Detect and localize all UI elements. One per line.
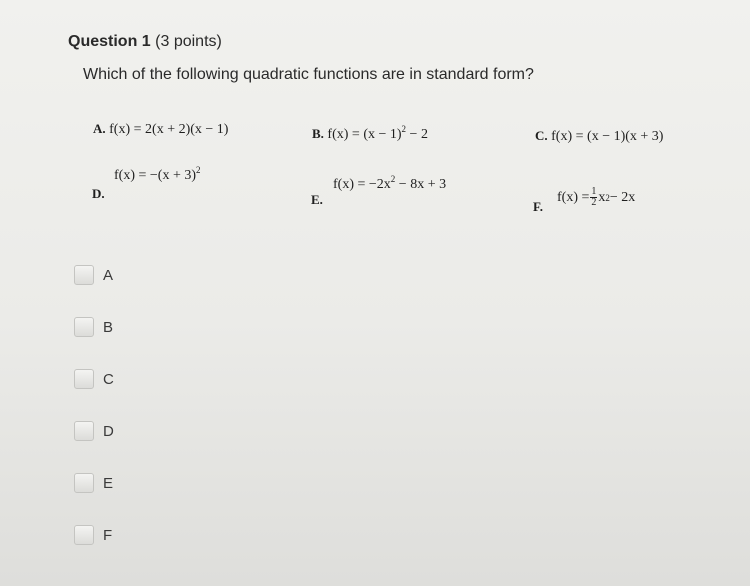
option-expression: −(x + 3) [149, 168, 197, 183]
option-expression: x [598, 189, 606, 205]
choice-label: F [103, 526, 113, 544]
option-letter: B. [312, 126, 324, 141]
option-letter: F. [533, 199, 543, 214]
fraction-numerator: 1 [591, 186, 597, 197]
choice-c[interactable] [74, 368, 114, 390]
option-expression: −2x [368, 177, 391, 192]
option-lhs: f(x) = [557, 189, 590, 205]
fraction [590, 187, 597, 208]
option-a [93, 121, 228, 138]
choice-label: E [103, 474, 114, 492]
option-lhs: f(x) = [551, 129, 588, 144]
choice-d[interactable] [74, 420, 114, 442]
option-letter: E. [311, 192, 323, 207]
option-tail: − 2x [609, 189, 636, 205]
choice-label: C [103, 370, 114, 388]
option-exponent: 2 [196, 165, 201, 175]
option-expression: 2(x + 2)(x − 1) [145, 122, 229, 137]
option-lhs: f(x) = [333, 177, 369, 192]
option-b [312, 126, 428, 143]
option-lhs: f(x) = [114, 168, 150, 183]
option-lhs: f(x) = [327, 127, 364, 142]
question-number: Question 1 [68, 33, 151, 50]
checkbox[interactable] [74, 265, 94, 285]
checkbox[interactable] [74, 369, 94, 389]
checkbox[interactable] [74, 473, 94, 493]
option-tail: − 2 [406, 127, 428, 142]
option-expression: (x − 1) [363, 127, 402, 142]
option-tail: − 8x + 3 [395, 177, 447, 192]
option-letter: D. [92, 186, 105, 201]
question-header [68, 33, 222, 51]
quiz-page: Question 1 (3 points) Which of the following quadratic functions are in standard form? A. f(x) = 2(x + 2)(x − 1) B. $f(x) = (x - 1)^2 - 2$ C. f(x) = (x − 1)(x + 3) D. $f(x) = -(x + 3)^2$ E. $f(x) = -2x^2 - 8x + 3$ F. f(x) = $\frac{1}{2}$ x 2 − 2x A B C D E F [0, 0, 750, 586]
option-letter: A. [93, 121, 106, 136]
choice-b[interactable] [74, 316, 113, 338]
choice-label: A [103, 266, 114, 284]
option-exponent: 2 [401, 124, 407, 134]
checkbox[interactable] [74, 317, 94, 337]
question-text: Which of the following quadratic functions are in standard form? [83, 66, 534, 83]
choice-a[interactable] [74, 264, 113, 286]
checkbox[interactable] [74, 421, 94, 441]
option-expression: (x − 1)(x + 3) [587, 129, 664, 144]
option-exponent: 2 [390, 174, 396, 184]
option-letter: C. [535, 128, 548, 143]
choice-label: B [103, 318, 114, 336]
option-c [535, 128, 663, 145]
choice-label: D [103, 422, 114, 440]
checkbox[interactable] [74, 525, 94, 545]
fraction-denominator: 2 [591, 197, 597, 208]
question-points: (3 points) [155, 33, 222, 50]
choice-e[interactable] [74, 472, 113, 494]
choice-f[interactable] [74, 524, 112, 546]
option-lhs: f(x) = [109, 122, 146, 137]
